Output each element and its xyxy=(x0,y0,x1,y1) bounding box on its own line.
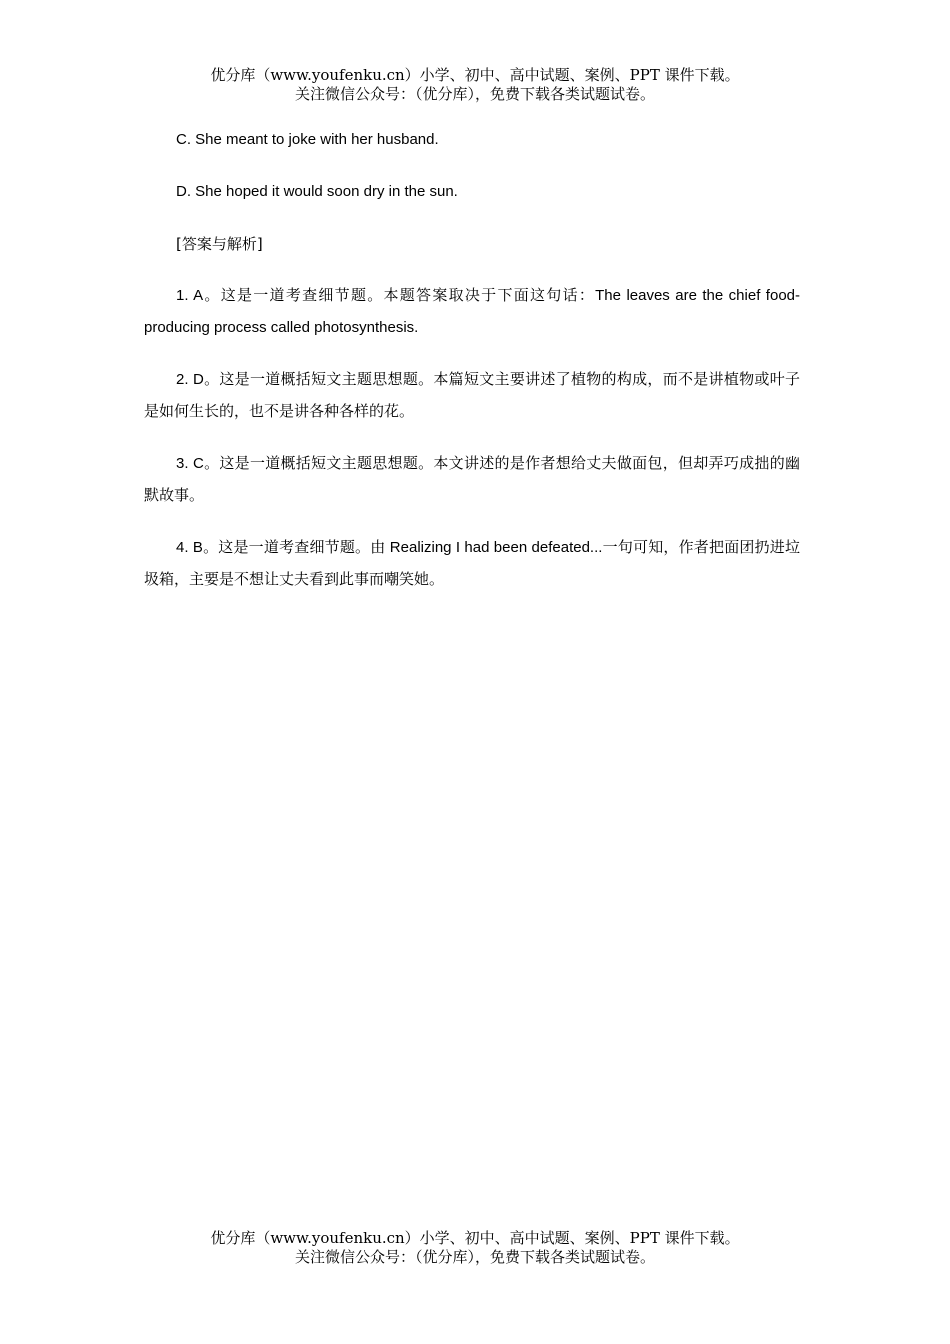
answer-3: 3. C。这是一道概括短文主题思想题。本文讲述的是作者想给丈夫做面包，但却弄巧成拙的幽默故事。 xyxy=(144,455,800,504)
footer-line-1: 优分库（www.youfenku.cn）小学、初中、高中试题、案例、PPT 课件下载。 xyxy=(210,1229,740,1247)
answer-4: 4. B。这是一道考查细节题。由 Realizing I had been defeated...一句可知，作者把面团扔进垃圾箱，主要是不想让丈夫看到此事而嘲笑她。 xyxy=(144,539,800,588)
header-line-2: 关注微信公众号：（优分库），免费下载各类试题试卷。 xyxy=(294,85,655,103)
option-d: D. She hoped it would soon dry in the sun. xyxy=(176,183,458,200)
option-c: C. She meant to joke with her husband. xyxy=(176,131,439,148)
footer-line-2: 关注微信公众号：（优分库），免费下载各类试题试卷。 xyxy=(294,1248,655,1266)
header-line-1: 优分库（www.youfenku.cn）小学、初中、高中试题、案例、PPT 课件下载。 xyxy=(210,66,740,84)
answer-1: 1. A。这是一道考查细节题。本题答案取决于下面这句话：The leaves are the chief food-producing process called photosynthesis. xyxy=(144,287,800,336)
answer-heading: [答案与解析] xyxy=(176,235,263,253)
page-footer xyxy=(0,1229,950,1267)
answer-2: 2. D。这是一道概括短文主题思想题。本篇短文主要讲述了植物的构成，而不是讲植物或叶子是如何生长的，也不是讲各种各样的花。 xyxy=(144,371,800,420)
page-header xyxy=(0,66,950,104)
document-body xyxy=(144,124,800,616)
